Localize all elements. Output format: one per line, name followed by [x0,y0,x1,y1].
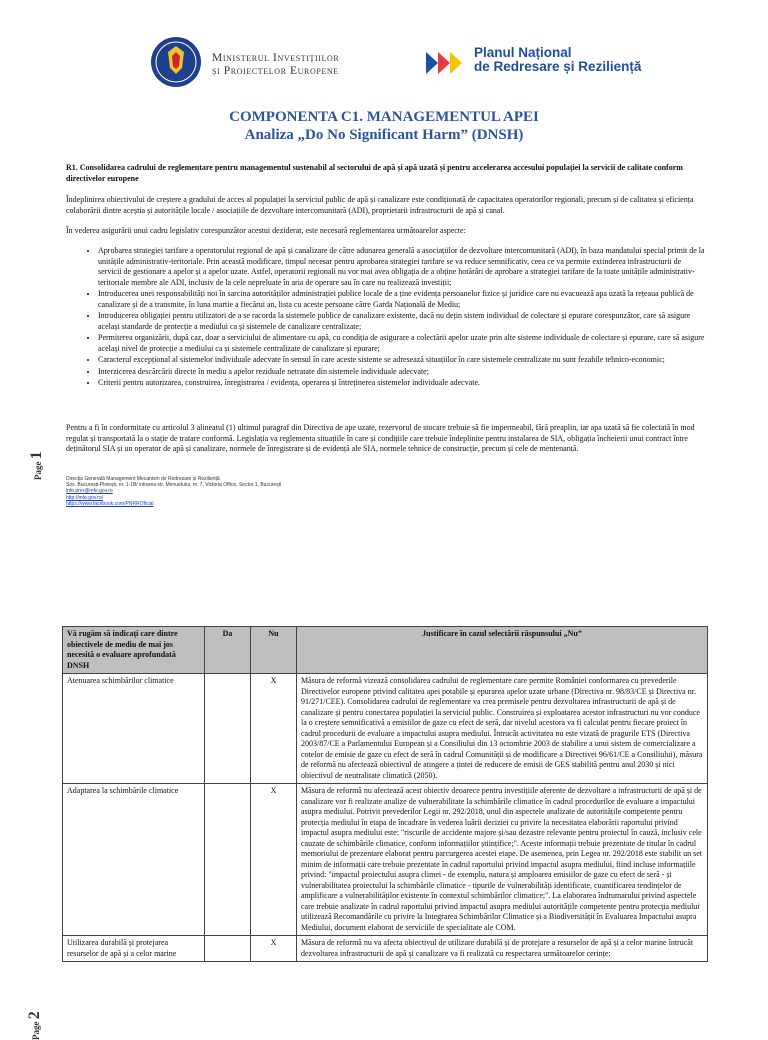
page-label: Page [33,462,43,481]
page-num: 2 [26,1011,43,1019]
list-item: • Interzicerea descărcării directe în mediu a apelor reziduale netratate din sistemele individuale adecvate; [98,367,706,378]
table-row [63,674,708,784]
ministry-name [212,52,339,78]
page-num: 1 [28,451,45,459]
document-title [0,108,768,144]
cell-objective: Adaptarea la schimbările climatice [63,784,205,936]
list-item: • Caracterul excepțional al sistemelor individuale adecvate în sensul în care aceste sisteme se adresează situațiilor în care sistemele centralizate nu sunt fezabile tehnico-economic; [98,355,706,366]
paragraph-3: Pentru a fi în conformitate cu articolul 3 alineatul (1) ultimul paragraf din Directiva de ape uzate, rezervorul de stocare trebuie să fie impermeabil, fără preaplin, iar apa uzată să fie colectată în mod regulat și transportată la o stație de tratare conformă. Legislația va reglementa situațiile în care și condițiile care trebuie îndeplinite pentru instalarea de SIA, obligația încheierii unui contract între deținătorul SIA și un operator de apă și canalizare, normele de înregistrare și de evidență ale SIA, normele tehnice de construcție, precum și cele de mentenanță. [66,423,706,455]
list-item: • Introducerea unei responsabilități noi în sarcina autorităților administrației publice locale de a ține evidența persoanelor fizice și juridice care nu evacuează apa uzată la rețeaua publică de canalizare și de a transmite, în luna martie a fiecărui an, lista cu aceste persoane către Garda Națională de Mediu; [98,289,706,310]
cell-justification: Măsura de reformă nu afectează acest obiectiv deoarece pentru investițiile aferente de dezvoltare a infrastructurii de apă și de canalizare vor fi realizate analize de vulnerabilitate la schimbările climatice în cadrul procedurilor de evaluare a impactului asupra mediului. Potrivit prevederilor Legii nr. 292/2018, unul din aspectele analizate de autoritățile competente pentru protecția mediului în etapa de încadrare în vederea luării deciziei cu privire la necesitatea elaborării raportului privind impactul asupra mediului este: "riscurile de accidente majore și/sau dezastre relevante pentru proiectul în cauză, inclusiv cele cauzate de schimbările climatice, conform informațiilor științifice;". Aceste informații trebuie prezentate de titular în cadrul memoriului de prezentare elaborat pentru parcurgerea acestei etape. De asemenea, prin Legea nr. 292/2018 este stabilit un set minim de informații care trebuie prezentate în cadrul raportului privind impactul asupra mediului, fiind incluse informațiile privind: "impactul proiectului asupra climei - de exemplu, natura și amploarea emisiilor de gaze cu efect de seră - și vulnerabilitatea proiectului la schimbările climatice - tipurile de vulnerabilități identificate, cuantificarea tendințelor de amplificare a vulnerabilităților existente în contextul schimbărilor climatice;". La elaborarea îndrumarului privind aspectele care trebuie analizate în cadrul raportului privind impactul asupra mediului autoritățile competente pentru protecția mediului utilizează Recomandările cu privire la Integrarea Schimbărilor Climatice și a Biodiversității în Evaluarea Impactului asupra Mediului, document elaborat de serviciile de specialitate ale COM. [297,784,708,936]
page-number-1 [28,451,46,480]
footer-facebook-link[interactable]: https://www.facebook.com/PNRROficial [66,501,281,507]
page-number-2 [26,1011,44,1040]
page-header [0,30,768,94]
header-objective: Vă rugăm să indicați care dintre obiectivele de mediu de mai jos necesită o evaluare aprofundată DNSH [63,627,205,674]
ministry-line1: Ministerul Investițiilor [212,52,339,65]
header-da: Da [205,627,251,674]
ministry-line2: și Proiectelor Europene [212,65,339,78]
pnrr-name [474,46,641,74]
header-nu: Nu [251,627,297,674]
table-header-row [63,627,708,674]
cell-nu: X [251,784,297,936]
list-item: • Permiterea organizării, după caz, doar a serviciului de alimentare cu apă, cu condiția de asigurare a colectării apelor uzate prin alte sisteme individuale de colectare și epurare, care să asigure același nivel de protecție a mediului ca și sistemele centralizate de canalizare și epurare; [98,333,706,354]
cell-nu: X [251,936,297,962]
cell-justification: Măsura de reformă vizează consolidarea cadrului de reglementare care permite României conformarea cu prevederile Directivelor europene privind calitatea apei potabile și epurarea apelor uzate urbane (Directiva nr. 98/83/CE și Directiva nr. 91/271/CEE). Consolidarea cadrului de reglementare va crea premisele pentru dezvoltarea infrastructurii de apă și de canalizare și pentru conectarea populației la serviciul public. Construirea și exploatarea acestor infrastructuri nu vor conduce la o creștere semnificativă a emisiilor de gaze cu efect de seră, dar nivelul acestora va fi calculat pentru fiecare proiect în cadrul procedurii de evaluare a impactului asupra mediului. Întrucât activitatea nu este vizată de pragurile ETS (Directiva 2003/87/CE a Parlamentului European și a Consiliului din 13 octombrie 2003 de stabilire a unui sistem de comercializare a cotelor de emisie de gaze cu efect de seră în cadrul Comunității și de modificare a Directivei 96/61/CE a Consiliului), măsura de reformă nu afectează obiectivul de atingere a țintei de reducere de emisii de GES stabilită pentru anul 2030 și nici obiectivul de neutralitate climatică (2050). [297,674,708,784]
dnsh-table [62,626,708,962]
pnrr-line1: Planul Național [474,46,641,60]
title-line1: COMPONENTA C1. MANAGEMENTUL APEI [0,108,768,126]
list-item: • Introducerea obligației pentru utilizatori de a se racorda la sistemele publice de canalizare existente, dacă nu dețin sistem individual de colectare și epurare corespunzător, care să asigure același standarde de protecție a mediului ca și sistemele de canalizare centralizate; [98,311,706,332]
list-item: • Criterii pentru autorizarea, construirea, înregistrarea / evidența, operarea și întreținerea sistemelor individuale adecvate. [98,378,706,389]
reform-heading: R1. Consolidarea cadrului de reglementare pentru managementul sustenabil al sectorului de apă și apă uzată și pentru accelerarea accesului populației la servicii de calitate conform directivelor europene [66,163,706,184]
header-justification: Justificare în cazul selectării răspunsului „Nu” [297,627,708,674]
cell-da [205,674,251,784]
cell-objective: Utilizarea durabilă și protejarea resurselor de apă și a celor marine [63,936,205,962]
table-row [63,784,708,936]
cell-da [205,784,251,936]
paragraph-2: În vederea asigurării unui cadru legislativ corespunzător acestui deziderat, este necesară reglementarea următoarelor aspecte: [66,226,706,237]
footer-email-link[interactable]: info.pnrr@mfe.gov.ro [66,488,281,494]
cell-nu: X [251,674,297,784]
cell-objective: Atenuarea schimbărilor climatice [63,674,205,784]
page-footer [66,476,281,507]
cell-da [205,936,251,962]
cell-justification: Măsura de reformă nu va afecta obiectivul de utilizare durabilă și de protejare a resurselor de apă și a celor marine întrucât dezvoltarea infrastructurii de apă și canalizare va fi realizată cu respectarea următoarelor cerințe: [297,936,708,962]
government-seal-icon [150,34,202,90]
pnrr-line2: de Redresare și Reziliență [474,60,641,74]
title-line2: Analiza „Do No Significant Harm” (DNSH) [0,126,768,144]
footer-web-link[interactable]: http://mfe.gov.ro/ [66,495,281,501]
pnrr-logo-icon [424,48,466,78]
paragraph-1: Îndeplinirea obiectivului de creștere a gradului de acces al populației la serviciul public de apă și canalizare este condiționată de capacitatea operatorilor regionali, precum și de calitatea și eficiența colaborării dintre aceștia și autoritățile locale / asociațiile de dezvoltare intercomunitară (ADI), proprietarii infrastructurii de apă și canal. [66,195,706,216]
footer-line2: Sos. București-Ploiești, nr. 1-1B/ intrarea str. Menuetului, nr. 7, Victoria Office, Sector 1, București [66,482,281,488]
list-item: • Aprobarea strategiei tarifare a operatorului regional de apă și canalizare de către adunarea generală a asociațiilor de dezvoltare intercomunitară (ADI), în baza mandatului special primit de la unitățile administrativ-teritoriale. Prin această modificare, timpul necesar pentru aprobarea strategiei tarifare se va reduce semnificativ, ceea ce va permite extinderea infrastructurii de servicii de gestionare a apelor și a apelor uzate. Astfel, operatorii regionali nu vor mai avea obligația de a obține hotărâri de aprobare a strategiei tarifare de la toate unitățile administrativ-teritoriale membre ale ADI, inclusiv de la cele nepreluate în aria de operare sau în care nu realizează investiții; [98,246,706,288]
page-label: Page [31,1022,41,1040]
table-row [63,936,708,962]
footer-line1: Direcția Generală Management Mecanism de Redresare și Reziliență [66,476,281,482]
aspects-list [80,246,706,390]
